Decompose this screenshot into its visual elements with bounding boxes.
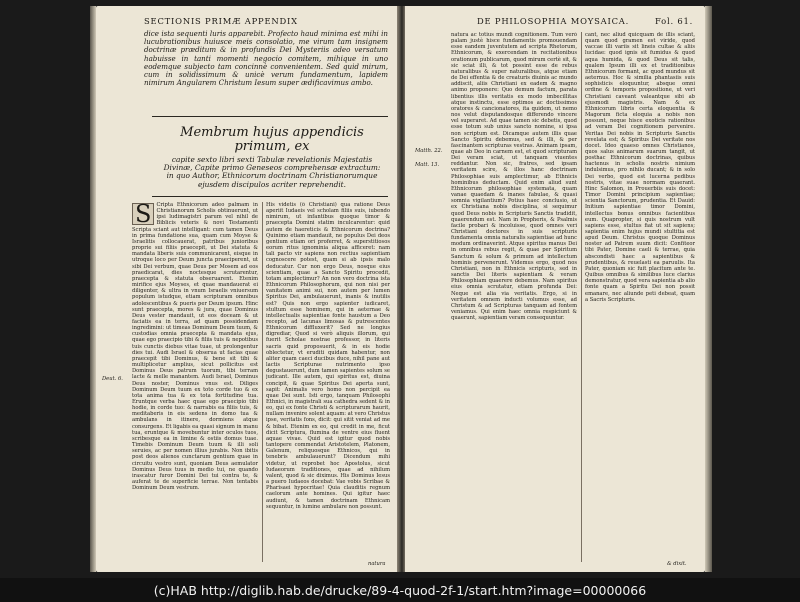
left-running-head: SECTIONIS PRIMÆ APPENDIX [144,16,298,26]
right-column-1 [451,32,577,564]
left-intro-paragraph: dice ista sequenti luris apparebit. Profecto haud minima est mihi in lucubrationibus huiusce meis consolatio, me virum tam insignem doctrinæ præditum & in profundis Dei Mysteriis adeo versatum habuisse in tanti momenti negocio comitem, mihique in uno eodemque subjecto tam concinnè convenientem. Sed quid mirum, cum in solidissimum & unicè verum fundamentum, lapidem nimirum Angularem Christum Iesum super ædificavimus ambo. [144,29,388,88]
margin-note: Deut. 6. [102,376,123,382]
section-rule-top [152,116,388,117]
right-col1-text: natura ac totius mundi cognitionem. Tum verò palam justè hisce fundamentis promouendam esse eandem juventutem ad scripta Rhetorum, Ethnicorum, & exercendam in recitationibus orationum publicarum, quod mirum certè sit, & sic sciat illi, & tot possint esse de rebus naturalibus & super naturalibus, atque etiam de Dei effentia & de creaturis diuinis ac mundo addiscit, aliis Christiani ex eadem & magno animo proponere: Quo demum factum, parata libentius illis veritatis ex modo imbecillitas atque instinctu, esse optimos ac doctissimos oratores & cancionatores, ita quidem, ut nemo nos velut disputandosque differendo vincere vel superaret. Ad quae tamen sic debetis, quod esse totum sub unius sancto nomine, si ipsa non scriptum est. Dicamque autem illis quae Sancto Spiritu debemus, sed & illi, & per fascinantem scripturas vestras. Animam ipsam, quae ab Deo in carnem est, et quod scripturam Dei veram sciat, ut tanquam viuentes reddantur. Non sic, fratres, sed ipsam veritatem scire, & illos hanc doctrinam Philosophiae suis amplectimur, ab Ethnicis hominibus deductam. Quid enim aliud sunt Ethnicorum philosophiae systemata, quam vanae quaedam & inanes fabulae, & quasi somnia vigilantium? Potius haec conclusio, ut ex Christiana nobis disciplina, si sequimur quod Deus nobis in Scripturis Sanctis tradidit, quaerendum est. Nam in Propheris, & Psalmis facile probari & incoluisse, quod omnes veri Christiani doctores in suis scripturis fundamenta omnia naturalis sapientiae ad hunc modum ordinaverint. Atque spiritus manus Dei in omnibus rebus regit, & quae per Spiritum Sanctum & solum & primum ad intellectum hominis pervenerunt. Videmus ergo, quod nos Christiani, non in Ethnicis scripturis, sed in sanctis Dei literis sapientiam & veram Philosophiam quaerere debemus. Nam spiritus eius omnia scrutatur, etiam profunda Dei: Neque est alia via veritatis. Ergo, si in veritatem omnem inducti volumus esse, ad Christum & ad Scripturas tanquam ad fontem veniamus. Qui enim haec omnia respiciunt & quaerunt, sapientiam veram consequuntur. [451,32,577,322]
right-running-head: DE PHILOSOPHIA MOYSAICA. [477,16,630,26]
drop-cap: S [132,203,154,225]
left-column-1 [132,202,258,564]
catchword: natura [368,561,386,567]
right-col2-text: cant, nec aliud quicquam de illis sciant, quam quod gramen est viride, quod vaccae illi variis sit lineis cultae & aliis lucidae: quod ignis sit fumidus & quod aqua humida, & quod Deus sit talis, qualem Ipsum illi ex et traditionibus Ethnicorum formant, ac quod mundus sit aeternus. Hoc & similia phantasiis suis sophisticis eloquuntur, absque omni ordine & temporis propositione, ut veri Christiani caveant valeantque sibi ab ejusmodi magistris. Nam & ex Ethnicorum libris certa eloquentia & Magorum ficta eloquia a nobis non possunt, neque hisce exoticis rationibus ad veram Dei cognitionem pervenire. Veritas Dei nobis in Scripturis Sanctis revelata est; & Spiritus Dei veritate nos docet. Ideo quaeso omnes Christianos, quos salus animarum suarum tangit, ut posthac Ethnicorum doctrinas, quibus hactenus in scholis nostris nimium indulsimus, pro nihilo ducant; & in solo Dei verbo, quod est lucerna pedibus nostris, vitae suae normam quaerant. Hinc Salomon, in Prouerbiis suis docet: Timor Domini principium sapientiae; scientia Sanctorum, prudentia. Et Dauid: Initium sapientiae timor Domini, intellectus bonus omnibus facientibus eum. Quapropter, si quis nostrum vult sapiens esse, stultus fiat ut sit sapiens; sapientia enim hujus mundi stultitia est apud Deum. Christus quoque Dominus noster ad Patrem suum dicit: Confiteor tibi Pater, Domine caeli & terrae, quia abscondisti haec a sapientibus & prudentibus, & reuelasti ea paruulis. Ita Pater, quoniam sic fuit placitum ante te. Quibus omnibus & similibus luce clarius demonstratur, quod vera sapientia ab alio fonte quam a Spiritu Dei non possit emanare, nec aliunde peti debeat, quam a Sacris Scripturis. [585,32,695,303]
column-divider [262,202,263,562]
heading-title: Membrum hujus appendicis primum, ex [180,125,364,154]
section-heading [162,126,382,189]
heading-subtitle: capite sexto libri sexti Tabulæ revelationis Majestatis Divinæ, Capite primo Geneseos comprehensæ extractum: in quo Author, Ethnicorum doctrinam Christianorumque ejusdem discipulos acriter reprehendit. [163,155,381,189]
section-rule-bottom [152,196,388,197]
credit-line: (c)HAB http://diglib.hab.de/drucke/89-4-quod-2f-1/start.htm?image=00000066 [153,583,647,598]
left-column-2 [266,202,390,558]
margin-note-2: Matt. 13. [415,162,440,168]
right-column-2 [585,32,695,560]
catchword-right: & dixit. [667,561,687,567]
left-col2-text: His videtis (ô Christiani) qua ratione Deus aperiit Iudaeis vel scholam filiis suis, iubendo nimirum, ut infantibus quoque timor & praecepta Domini statim inculcarentur: quid autem de haereticis & Ethnicorum doctrina? Quinimo etiam mandauit, ne populus Dei deos gentium etiam ori proferret, & superstitiosos eorum ritus ignominia aliqua afficeret: nam tali pacto vir sapiens non rectius sapientiam cognoscere potest, quam si ab ipsis malo deducatur. Cur non ergo Deus, nosque eius scientiam, quae a Sancto Spiritu procedit, totam amplectimur? An non vero doctrina ista Ethnicorum Philosophorum, qui non nisi per vanitatem animi sui, non autem per lumen Spiritus Dei, ambulauerunt, inanis & inutilis est? Quis non ergo sapienter iudicaret, stultum esse hominem, qui in aeternae & intellectualis sapientiae fonte haustum a Deo recepto, ad lacunas limosas & putrescentes Ethnicorum diffluxerit? Sed ne longius digrediar, Quod si verò aliquis illorum, qui fuerit Scholae nostrae professor, in literis sacris quid proposuerit, & in eis hodie oblectetur, vt eruditi quidam habentur, non aliter quam caeci ducibus duce, nihil pane aut lactis Scripturae nutrimento ipso degustauerunt, dum tamen sapientes solum se judicant. Ille autem, qui spiritus est, diuina concipit, & quae Spiritus Dei aperta sunt, sapit: Animalis vero homo non percipit ea quae Dei sunt. Isti ergo, tanquam Philosophi Ethnici, in magistrali sua cathedra sedent & in eo, qui ex fonte Christi & scripturarum haurit, nullam invenire solent aquam: at vero Christus ipse, veritatis fons, dicit: qui sitit veniat ad me & bibat. Etenim ex eo, qui credit in me, ficut dicit Scriptura, flumina de ventre eius fluent aquae vivae. Quid est igitur quod nobis tantopere commendat Aristotelem, Platonem, Galenum, reliquosque Ethnicos, qui in tenebris ambulauerunt? Dicendum mihi videtur, ut reprobet hoc Apostolus, sicut Iudaeorum traditiones, quae ad nihilum valent, quod & sic diximus. His Dominus Iesus a puero Iudaeos docebat: Vae vobis Scribae & Pharisaei hypocritae! Quia clauditis regnum caelorum ante homines. Qui igitur haec audiunt, & tamen doctrinam Ethnicam sequuntur, in lumine ambulare non possunt. [266,202,390,510]
margin-note-1: Matth. 22. [415,148,443,154]
folio-number: Fol. 61. [655,16,694,26]
left-col1-text: Cripta Ethnicorum adeo palmam in Christianorum Scholis obtinuerunt, ut ipsi ludimagistri parum vel nihil de Biblicis veteris & novi Testamenti Scripta sciant aut intelligant: cum tamen Deus in prima fundatione sua, quam cum Moyse & Israelitis collocauerat, patribus junioribus proprie sui filiis praecepit, ut Dei statuta & mandata liberis suis communicarent, eisque in utroque loco per Deum juncta praeciperent, ut sibi Dei verbum, quae Deus per Mosem ad eos praedicarat, dies noctesque scrutarentur, praecepta & statuta obseruarent. Etenim mirifice ejus Moyses, et quae mandauerat ei diligenter, & ultra in vnum Israelis vniuersum populum istudque, etiam scripturam omnibus adolescentibus & pueris per Deum ipsum. Hinc sunt praecepta, mores & jura, quae Dominus Deus vester mandauit, ut eos doceam & ut faciatis ea in terra, ad quam possidendam ingredimini: ut timeas Dominum Deum tuum, & custodias omnia praecepta & mandata ejus, quae ego praecipio tibi & filiis tuis & nepotibus tuis cunctis diebus vitae tuae, ut prolongentur dies tui. Audi Israel & obserua ut facias quae praecepit tibi Dominus, & bene sit tibi & multiplicetur amplius, sicut pollicitus est Dominus Deus patrum tuorum, tibi terram lacte & melle manantem. Audi Israel, Dominus Deus noster, Dominus vnus est. Diliges Dominum Deum tuum ex toto corde tuo & ex tota anima tua & ex tota fortitudine tua. Eruntque verba haec quae ego praecipio tibi hodie, in corde tuo: & narrabis ea filiis tuis, & meditaberis in eis sedens in domo tua & ambulans in itinere, dormiens atque consurgens. Et ligabis ea quasi signum in manu tua, eruntque & movebuntur inter oculos tuos, scribesque ea in limine & ostiis domus tuae. Timebis Dominum Deum tuum & illi soli seruies, ac per nomen illius jurabis. Non ibitis post deos alienos cunctarum gentium quae in circuitu vestro sunt, quoniam Deus aemulator Dominus Deus tuus in medio tui, ne quando irascatur furor Domini Dei tui contra te, & auferat te de superficie terrae. Non tentabis Dominum Deum vestrum. [132,202,258,492]
left-page [96,6,398,572]
column-divider-right [581,32,582,562]
page-edge-right [705,6,712,572]
right-page [405,6,705,572]
